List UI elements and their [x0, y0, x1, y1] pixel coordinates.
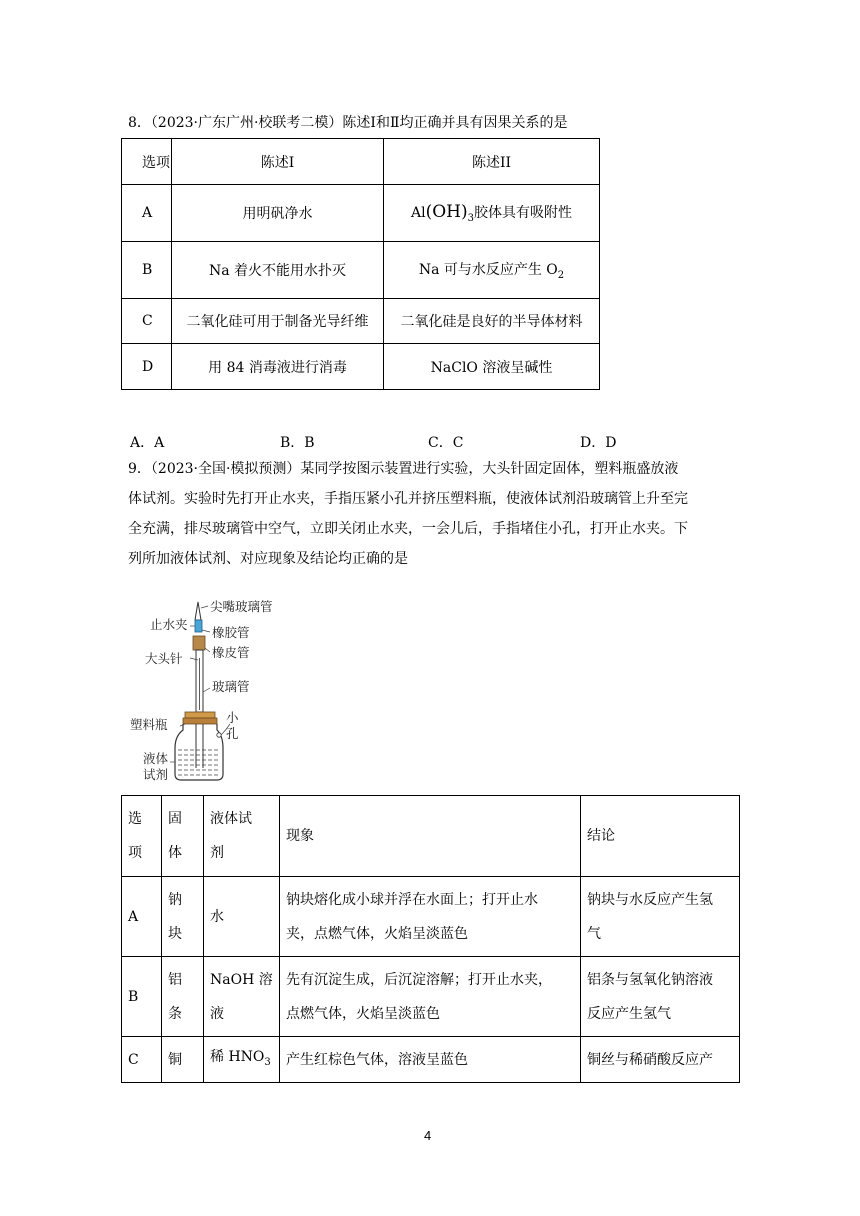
label-liquid-1: 液体 [143, 752, 169, 766]
option-cell: D [122, 344, 172, 390]
liquid-cell: NaOH 溶 液 [204, 957, 280, 1037]
table-row [122, 139, 600, 185]
q8-option-c: C．C [428, 435, 464, 451]
label-rubber-tube1: 橡胶管 [212, 626, 250, 640]
liquid-cell: 稀 $HNO_3$ [204, 1037, 280, 1083]
rubber-tube-shape [193, 636, 205, 650]
phenomenon-cell: 产生红棕色气体，溶液呈蓝色 [280, 1037, 581, 1083]
header-cell: 固 体 [162, 796, 204, 877]
statement2-cell: 二氧化硅是良好的半导体材料 [384, 299, 600, 344]
statement2-cell: NaClO 溶液呈碱性 [384, 344, 600, 390]
table-row [122, 242, 600, 299]
header-cell: 陈述I [172, 139, 384, 185]
label-pin: 大头针 [145, 652, 183, 666]
q8-option-b: B．B [280, 435, 315, 451]
table-row [122, 796, 740, 877]
table-row [122, 957, 740, 1037]
table-row [122, 185, 600, 242]
solid-cell: 钠 块 [162, 877, 204, 957]
label-glass-tube: 玻璃管 [212, 680, 250, 694]
label-liquid-2: 试剂 [143, 768, 169, 782]
statement1-cell: Na 着火不能用水扑灭 [172, 242, 384, 299]
statement1-cell: 用 84 消毒液进行消毒 [172, 344, 384, 390]
option-cell: B [122, 957, 162, 1037]
conclusion-cell: 铜丝与稀硝酸反应产 [581, 1037, 740, 1083]
liquid-shape [178, 750, 220, 775]
statement2-cell: $Al(OH)_3$胶体具有吸附性 [384, 185, 600, 242]
header-cell: 结论 [581, 796, 740, 877]
label-rubber-tube2: 橡皮管 [212, 646, 250, 660]
option-cell: A [122, 185, 172, 242]
q8-option-a: A．A [130, 435, 165, 451]
q8-stem: 8．（2023·广东广州·校联考二模）陈述Ⅰ和Ⅱ均正确并具有因果关系的是 [128, 115, 568, 131]
phenomenon-cell: 钠块熔化成小球并浮在水面上；打开止水 夹，点燃气体，火焰呈淡蓝色 [280, 877, 581, 957]
stopper-bottom [183, 718, 217, 724]
header-cell: 选项 [122, 139, 172, 185]
q8-option-d: D．D [580, 435, 617, 451]
option-cell: A [122, 877, 162, 957]
clamp-shape [195, 620, 202, 632]
option-cell: C [122, 1037, 162, 1083]
solid-cell: 铝 条 [162, 957, 204, 1037]
table-row [122, 344, 600, 390]
statement2-cell: Na 可与水反应产生 $O_2$ [384, 242, 600, 299]
label-hole-1: 小 [226, 711, 239, 725]
apparatus-figure [120, 598, 300, 788]
label-clamp: 止水夹 [150, 618, 188, 632]
conclusion-cell: 钠块与水反应产生氢 气 [581, 877, 740, 957]
header-cell: 选 项 [122, 796, 162, 877]
q8-table [121, 138, 600, 390]
q9-table [121, 795, 740, 1083]
header-cell: 现象 [280, 796, 581, 877]
option-cell: C [122, 299, 172, 344]
label-hole-2: 孔 [226, 727, 239, 741]
label-bottle: 塑料瓶 [130, 718, 168, 732]
q9-stem: 9．（2023·全国·模拟预测）某同学按图示装置进行实验，大头针固定固体，塑料瓶盛放液 体试剂。实验时先打开止水夹，手指压紧小孔并挤压塑料瓶，使液体试剂沿玻璃管上升至完 全充满，排尽玻璃管中空气，立即关闭止水夹，一会儿后，手指堵住小孔，打开止水夹。下 列所加液体试剂、对应现象及结论均正确的是 [128, 461, 688, 567]
option-cell: B [122, 242, 172, 299]
statement1-cell: 二氧化硅可用于制备光导纤维 [172, 299, 384, 344]
bottle-shape [175, 724, 223, 780]
table-row [122, 877, 740, 957]
tip-glass-shape [195, 602, 201, 620]
liquid-cell: 水 [204, 877, 280, 957]
label-tip: 尖嘴玻璃管 [210, 600, 273, 614]
header-cell: 液体试 剂 [204, 796, 280, 877]
stopper-top [185, 712, 215, 718]
table-row [122, 299, 600, 344]
conclusion-cell: 铝条与氢氧化钠溶液 反应产生氢气 [581, 957, 740, 1037]
statement1-cell: 用明矾净水 [172, 185, 384, 242]
table-row [122, 1037, 740, 1083]
phenomenon-cell: 先有沉淀生成，后沉淀溶解；打开止水夹， 点燃气体，火焰呈淡蓝色 [280, 957, 581, 1037]
hole-shape [217, 733, 221, 737]
page-number: 4 [424, 1128, 432, 1143]
header-cell: 陈述II [384, 139, 600, 185]
solid-cell: 铜 [162, 1037, 204, 1083]
